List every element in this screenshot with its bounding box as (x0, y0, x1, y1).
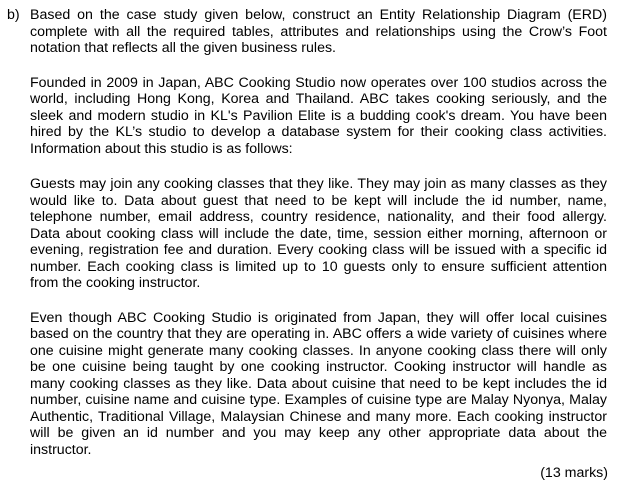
marks-allocation: (13 marks) (540, 465, 608, 481)
case-study-paragraph-1: Founded in 2009 in Japan, ABC Cooking Studio now operates over 100 studios across the world, including Hong Kong, Korea and Thailand. ABC takes cooking seriously, and the sleek and modern studio in KL's Pavilion Elite is a budding cook's dream. You have been hired by the KL’s studio to develop a database system for their cooking class activities. Information about this studio is as follows: (30, 74, 607, 157)
question-content (30, 7, 607, 458)
question-label: b) (7, 7, 20, 23)
question-instruction: Based on the case study given below, construct an Entity Relationship Diagram (ERD) complete with all the required tables, attributes and relationships using the Crow’s Foot notation that reflects all the given business rules. (30, 7, 607, 56)
case-study-paragraph-3: Even though ABC Cooking Studio is originated from Japan, they will offer local cuisines based on the country that they are operating in. ABC offers a wide variety of cuisines where one cuisine might generate many cooking classes. In anyone cooking class there will only be one cuisine being taught by one cooking instructor. Cooking instructor will handle as many cooking classes as they like. Data about cuisine that need to be kept includes the id number, cuisine name and cuisine type. Examples of cuisine type are Malay Nyonya, Malay Authentic, Traditional Village, Malaysian Chinese and many more. Each cooking instructor will be given an id number and you may keep any other appropriate data about the instructor. (30, 309, 607, 458)
case-study-paragraph-2: Guests may join any cooking classes that they like. They may join as many classes as they would like to. Data about guest that need to be kept will include the id number, name, telephone number, email address, country residence, nationality, and their food allergy. Data about cooking class will include the date, time, session either morning, afternoon or evening, registration fee and duration. Every cooking class will be issued with a specific id number. Each cooking class is limited up to 10 guests only to ensure sufficient attention from the cooking instructor. (30, 176, 607, 291)
